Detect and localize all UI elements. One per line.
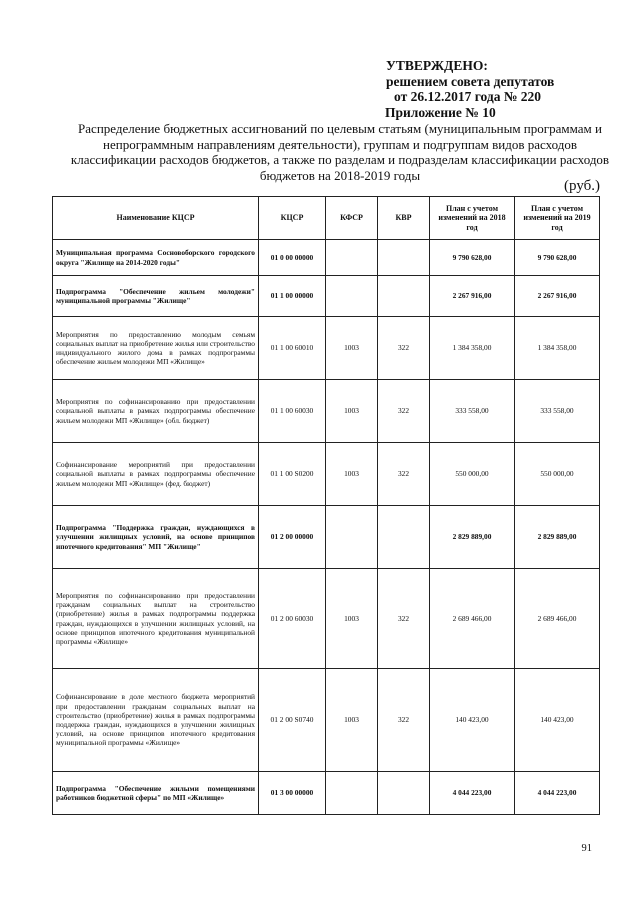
row-kvr: 322 xyxy=(378,443,430,506)
row-kcsr: 01 1 00 60030 xyxy=(259,380,326,443)
row-name: Мероприятия по предоставлению молодым семьям социальных выплат на приобретение жилья или строительство индивидуального жилого дома в рамках подпрограммы обеспечение жильем молодежи МП «Жилище» xyxy=(53,317,259,380)
header-kvr: КВР xyxy=(378,197,430,240)
currency-unit: (руб.) xyxy=(564,178,600,194)
approval-decision: решением совета депутатов xyxy=(386,73,555,89)
row-kfsr: 1003 xyxy=(326,569,378,669)
row-name: Мероприятия по софинансированию при предоставлении социальной выплаты в рамках подпрограммы обеспечение жильем молодежи МП «Жилище» (обл. бюджет) xyxy=(53,380,259,443)
row-plan-2019: 9 790 628,00 xyxy=(515,240,600,276)
row-kcsr: 01 1 00 60010 xyxy=(259,317,326,380)
row-name: Софинансирование в доле местного бюджета мероприятий при предоставлении гражданам социальных выплат на строительство (приобретение) жилья в рамках подпрограммы поддержка граждан, нуждающихся в улучшении жилищных условий, на основе принципов ипотечного кредитования муниципальной программы «Жилище» xyxy=(53,669,259,772)
budget-table xyxy=(52,196,600,815)
row-plan-2018: 2 689 466,00 xyxy=(430,569,515,669)
document-title: Распределение бюджетных ассигнований по целевым статьям (муниципальным программам и непрограммным направлениям деятельности), группам и подгруппам видов расходов классификации расходов бюджетов, а также по разделам и подразделам классификации расходов бюджетов на 2018-2019 годы xyxy=(70,121,610,183)
row-plan-2019: 4 044 223,00 xyxy=(515,772,600,815)
table-row xyxy=(53,443,600,506)
row-name: Мероприятия по софинансированию при предоставлении гражданам социальных выплат на строительство (приобретение) жилья в рамках подпрограммы поддержка граждан, нуждающихся в улучшении жилищных условий, на основе принципов ипотечного кредитования муниципальной программы «Жилище» xyxy=(53,569,259,669)
row-plan-2018: 550 000,00 xyxy=(430,443,515,506)
row-plan-2018: 1 384 358,00 xyxy=(430,317,515,380)
row-plan-2018: 4 044 223,00 xyxy=(430,772,515,815)
row-kcsr: 01 3 00 00000 xyxy=(259,772,326,815)
row-plan-2018: 333 558,00 xyxy=(430,380,515,443)
row-kvr xyxy=(378,772,430,815)
row-plan-2019: 2 267 916,00 xyxy=(515,276,600,317)
approval-date: от 26.12.2017 года № 220 xyxy=(394,89,542,104)
row-plan-2019: 550 000,00 xyxy=(515,443,600,506)
table-row xyxy=(53,569,600,669)
row-kvr xyxy=(378,240,430,276)
row-name: Подпрограмма "Обеспечение жильем молодежи" муниципальной программы "Жилище" xyxy=(53,276,259,317)
table-header-row xyxy=(53,197,600,240)
row-plan-2019: 140 423,00 xyxy=(515,669,600,772)
row-plan-2019: 2 829 889,00 xyxy=(515,506,600,569)
row-kvr: 322 xyxy=(378,669,430,772)
row-name: Муниципальная программа Сосновоборского городского округа "Жилище на 2014-2020 годы" xyxy=(53,240,259,276)
header-plan-2019: План с учетом изменений на 2019 год xyxy=(515,197,600,240)
row-kfsr: 1003 xyxy=(326,443,378,506)
row-plan-2019: 2 689 466,00 xyxy=(515,569,600,669)
table-row xyxy=(53,772,600,815)
row-kvr: 322 xyxy=(378,380,430,443)
row-name: Софинансирование мероприятий при предоставлении социальной выплаты в рамках подпрограммы обеспечение жильем молодежи МП «Жилище» (фед. бюджет) xyxy=(53,443,259,506)
row-kvr: 322 xyxy=(378,569,430,669)
row-kcsr: 01 1 00 00000 xyxy=(259,276,326,317)
row-plan-2018: 2 829 889,00 xyxy=(430,506,515,569)
row-kfsr: 1003 xyxy=(326,317,378,380)
header-plan-2018: План с учетом изменений на 2018 год xyxy=(430,197,515,240)
row-kfsr xyxy=(326,506,378,569)
page-number: 91 xyxy=(581,843,592,854)
table-row xyxy=(53,669,600,772)
header-kcsr: КЦСР xyxy=(259,197,326,240)
table-row xyxy=(53,506,600,569)
header-name: Наименование КЦСР xyxy=(53,197,259,240)
row-plan-2018: 2 267 916,00 xyxy=(430,276,515,317)
row-name: Подпрограмма "Обеспечение жилыми помещениями работников бюджетной сферы" по МП «Жилище» xyxy=(53,772,259,815)
table-row xyxy=(53,240,600,276)
appendix-number: Приложение № 10 xyxy=(385,104,496,120)
row-name: Подпрограмма "Поддержка граждан, нуждающихся в улучшении жилищных условий, на основе принципов ипотечного кредитования" МП "Жилище" xyxy=(53,506,259,569)
row-plan-2018: 9 790 628,00 xyxy=(430,240,515,276)
row-plan-2018: 140 423,00 xyxy=(430,669,515,772)
row-kfsr: 1003 xyxy=(326,380,378,443)
row-kfsr xyxy=(326,240,378,276)
row-plan-2019: 1 384 358,00 xyxy=(515,317,600,380)
table-row xyxy=(53,380,600,443)
approval-heading: УТВЕРЖДЕНО: xyxy=(386,58,488,73)
row-kcsr: 01 2 00 60030 xyxy=(259,569,326,669)
row-plan-2019: 333 558,00 xyxy=(515,380,600,443)
row-kvr: 322 xyxy=(378,317,430,380)
header-kfsr: КФСР xyxy=(326,197,378,240)
approval-block xyxy=(386,58,586,120)
row-kcsr: 01 0 00 00000 xyxy=(259,240,326,276)
row-kcsr: 01 1 00 S0200 xyxy=(259,443,326,506)
table-row xyxy=(53,276,600,317)
row-kvr xyxy=(378,276,430,317)
table-row xyxy=(53,317,600,380)
row-kfsr xyxy=(326,276,378,317)
row-kvr xyxy=(378,506,430,569)
row-kfsr: 1003 xyxy=(326,669,378,772)
row-kfsr xyxy=(326,772,378,815)
row-kcsr: 01 2 00 S0740 xyxy=(259,669,326,772)
row-kcsr: 01 2 00 00000 xyxy=(259,506,326,569)
